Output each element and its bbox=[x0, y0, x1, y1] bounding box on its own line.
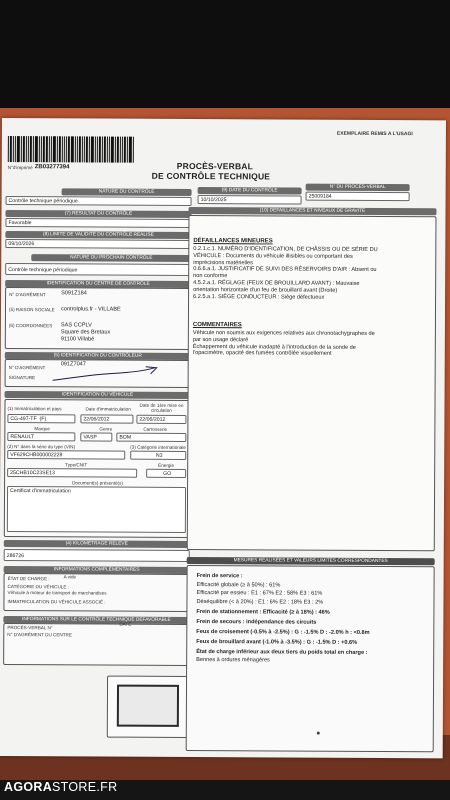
pv-number-field: 25009184 bbox=[306, 192, 410, 202]
mineures-line: VÉHICULE : Documents du véhicule illisibles ou comportant des bbox=[193, 252, 353, 260]
title-line-2: DE CONTRÔLE TECHNIQUE bbox=[151, 170, 271, 182]
punch-dot bbox=[317, 732, 320, 735]
date-circ-field: 22/06/2012 bbox=[136, 415, 186, 424]
etat-charge-essieux: État de charge inférieur aux deux tiers du poids total en charge : bbox=[196, 649, 368, 656]
barcode-bar bbox=[41, 136, 42, 162]
barcode-bar bbox=[8, 136, 9, 162]
carrosserie-label: Carrosserie bbox=[143, 426, 168, 432]
pv-label: PROCÈS-VERBAL N° bbox=[7, 625, 53, 631]
frein-service-label: Frein de service : bbox=[196, 573, 243, 580]
vehicule-header: IDENTIFICATION DU VÉHICULE bbox=[5, 391, 191, 399]
barcode-bar bbox=[122, 137, 123, 163]
pv-number-header: N° DU PROCÈS-VERBAL bbox=[306, 184, 410, 192]
limite-field: 09/10/2026 bbox=[5, 239, 191, 249]
immat-veh-assoc-label: IMMATRICULATION DU VÉHICULE ASSOCIÉ : bbox=[7, 599, 106, 605]
barcode-bar bbox=[104, 137, 106, 163]
commentaire-line: l'opacimètre, opacité des fumées contrôlée visuellement bbox=[192, 350, 332, 358]
barcode-bar bbox=[28, 136, 29, 162]
categorie-field: N3 bbox=[130, 451, 186, 460]
signature-scribble bbox=[51, 362, 161, 385]
energie-field: GO bbox=[146, 469, 186, 478]
genre-field: VASP bbox=[80, 432, 112, 441]
controleur-agrement-value: 091Z7047 bbox=[60, 361, 86, 368]
km-field: 286726 bbox=[4, 549, 190, 562]
agrement-centre-label: N° D'AGRÉMENT DU CENTRE bbox=[7, 632, 72, 638]
barcode-bar bbox=[89, 136, 90, 162]
energie-label: Énergie bbox=[158, 462, 175, 468]
info-header: INFORMATIONS COMPLÉMENTAIRES bbox=[4, 566, 190, 574]
commentaires-list bbox=[193, 330, 375, 358]
barcode-bar bbox=[102, 137, 103, 163]
docs-label: Document(s) présenté(s) bbox=[72, 480, 123, 486]
barcode-bar bbox=[51, 136, 52, 162]
date-circ-label: Date de 1ère mise en circulation bbox=[139, 402, 184, 413]
nature-prochain-field: Contrôle technique périodique bbox=[5, 263, 191, 276]
barcode-bar bbox=[120, 137, 121, 163]
vin-label: (2) N° dans la série du type (VIN) bbox=[7, 444, 76, 450]
commentaire-line: par son usage déclaré bbox=[192, 336, 249, 344]
mineures-line: imprécisions matérielles bbox=[193, 259, 253, 266]
copy-note: EXEMPLAIRE REMIS A L'USAGI bbox=[336, 130, 413, 138]
date-immat-label: Date d'immatriculation bbox=[85, 406, 131, 412]
background-dark bbox=[0, 0, 450, 120]
barcode-bar bbox=[39, 136, 40, 162]
etat-charge-label: ÉTAT DE CHARGE : bbox=[7, 576, 50, 582]
barcode-bar bbox=[15, 136, 16, 162]
docs-field: Certificat d'immatriculation bbox=[7, 486, 186, 533]
barcode-bar bbox=[46, 136, 48, 162]
barcode-bar bbox=[127, 137, 128, 163]
agrement-value: S091Z184 bbox=[61, 290, 87, 297]
barcode-bar bbox=[17, 136, 20, 162]
mineures-line: 6.2.5.a.1. SIÈGE CONDUCTEUR : Siège défectueux bbox=[193, 293, 325, 301]
barcode-bar bbox=[115, 137, 116, 163]
vin-field: VF629CHB000002228 bbox=[7, 450, 125, 460]
categorie-veh-label: CATÉGORIE DU VÉHICULE : bbox=[7, 584, 69, 590]
inspection-report-sheet bbox=[0, 118, 446, 758]
etat-charge-value: A vide bbox=[63, 574, 77, 580]
barcode-bar bbox=[107, 137, 108, 163]
barcode-bar bbox=[13, 136, 14, 162]
barcode-bar bbox=[99, 137, 101, 163]
barcode-bar bbox=[35, 136, 38, 162]
agorastore-watermark: AGORASTORE.FR bbox=[4, 780, 118, 794]
categorie-veh-value: Véhicule à moteur de transport de marchandises bbox=[7, 590, 107, 596]
barcode-bar bbox=[68, 136, 70, 162]
barcode-bar bbox=[97, 136, 98, 162]
categorie-label: (3) Catégorie internationale bbox=[130, 444, 186, 450]
genre-label: Genre bbox=[99, 426, 113, 432]
frein-stationnement: Frein de stationnement : Efficacité (≥ à 18%) : 46% bbox=[196, 609, 330, 616]
barcode-bar bbox=[53, 136, 56, 162]
nature-prochain-header: NATURE DU PROCHAIN CONTRÔLE bbox=[31, 254, 191, 262]
barcode-bar bbox=[21, 136, 22, 162]
feux-brouillard: Feux de brouillard avant (-1.0% à -3.5%) : G : -1.5% D : +0.6% bbox=[196, 639, 358, 646]
type-field: 25CHB10C23SE13 bbox=[7, 468, 137, 478]
barcode-bar bbox=[111, 137, 114, 163]
efficacite-globale: Efficacité globale (≥ à 50%) : 61% bbox=[196, 582, 281, 589]
date-label: DATE bbox=[119, 621, 132, 627]
efficacite-essieu: Efficacité par essieu : E1 : 67% E2 : 58% E3 : 61% bbox=[196, 590, 323, 597]
barcode-bar bbox=[66, 136, 67, 162]
coord-line-3: 91100 Villabé bbox=[60, 336, 95, 343]
commentaire-line: Véhicule non soumis aux exigences relatives aux chronotachygraphes de bbox=[192, 330, 375, 337]
mesures-header: MESURES RÉALISÉES ET VALEURS LIMITES CORRESPONDANTES bbox=[187, 557, 435, 565]
barcode-bar bbox=[77, 136, 78, 162]
mineures-line: 0.6.6.a.1. JUSTIFICATIF DE SUIVI DES RÉSERVOIRS D'AIR : Absent ou bbox=[193, 266, 377, 274]
barcode-bar bbox=[57, 136, 58, 162]
km-header: (4) KILOMÉTRAGE RELEVÉ bbox=[4, 540, 190, 548]
barcode-bar bbox=[64, 136, 65, 162]
date-header: (9) DATE DU CONTRÔLE bbox=[198, 187, 302, 195]
barcode-bar bbox=[124, 137, 126, 163]
centre-header: IDENTIFICATION DU CENTRE DE CONTRÔLE bbox=[5, 280, 191, 288]
controleur-agrement-label: N° D'AGRÉMENT bbox=[8, 365, 46, 371]
barcode-bar bbox=[82, 136, 83, 162]
raison-value: controlplus.fr - VILLABE bbox=[60, 306, 121, 313]
desequilibre: Déséquilibre (< à 20%) : E1 : 6% E2 : 18% E3 : 2% bbox=[196, 599, 324, 606]
barcode-bar bbox=[49, 136, 50, 162]
mineures-line: non conforme bbox=[193, 273, 228, 280]
barcode-bar bbox=[71, 136, 74, 162]
barcode-bar bbox=[26, 136, 27, 162]
barcode-bar bbox=[43, 136, 45, 162]
mineures-line: 4.5.2.a.1. RÉGLAGE (FEUX DE BROUILLARD AVANT) : Mauvaise bbox=[193, 279, 360, 287]
barcode-bar bbox=[109, 137, 110, 163]
feux-croisement: Feux de croisement (-0.5% à -2.5%) : G : -1.5% D : -2.0% h : <0.8m bbox=[196, 629, 370, 636]
barcode bbox=[8, 136, 135, 163]
carrosserie-field: BOM bbox=[116, 433, 186, 442]
serial-number: ZB03277394 bbox=[34, 164, 70, 171]
barcode-bar bbox=[62, 136, 63, 162]
title-line-1: PROCÈS-VERBAL bbox=[176, 160, 254, 172]
barcode-bar bbox=[10, 136, 12, 162]
marque-field: RENAULT bbox=[7, 432, 75, 441]
type-label: Type/CNIT bbox=[65, 462, 88, 468]
mineures-line: orientation horizontale d'un feu de brouillard avant (Droite) bbox=[193, 286, 338, 294]
mineures-line: 0.2.1.c.1. NUMÉRO D'IDENTIFICATION, DE CHÂSSIS OU DE SÉRIE DU bbox=[193, 246, 378, 253]
mineures-title: DÉFAILLANCES MINEURES bbox=[193, 238, 273, 245]
barcode-bar bbox=[91, 136, 94, 162]
immat-label: (1) Immatriculation et pays bbox=[7, 406, 62, 412]
limite-header: (8) LIMITE DE VALIDITÉ DU CONTRÔLE RÉALISÉ bbox=[5, 231, 191, 239]
resultat-field: Favorable bbox=[5, 218, 191, 228]
barcode-bar bbox=[33, 136, 34, 162]
barcode-bar bbox=[23, 136, 25, 162]
immat-field: CG-497-TF (F) bbox=[7, 414, 75, 423]
serial-label: N°d'imprimé bbox=[7, 165, 33, 171]
commentaires-title: COMMENTAIRES bbox=[192, 322, 242, 329]
nature-header: NATURE DU CONTRÔLE bbox=[62, 188, 192, 196]
barcode-bar bbox=[79, 136, 81, 162]
controleur-header: (5) IDENTIFICATION DU CONTRÔLEUR bbox=[5, 352, 191, 360]
infos-fav-header: INFORMATIONS SUR LE CONTRÔLE TECHNIQUE DÉFAVORABLE bbox=[3, 616, 189, 624]
coord-line-2: Square des Bretaux bbox=[60, 329, 111, 336]
barcode-bar bbox=[133, 137, 134, 163]
date-field: 10/10/2025 bbox=[198, 195, 302, 205]
barcode-bar bbox=[117, 137, 119, 163]
marque-label: Marque bbox=[34, 426, 50, 432]
defaillances-header: (10) DÉFAILLANCES ET NIVEAUX DE GRAVITÉ bbox=[189, 207, 437, 215]
nature-field: Contrôle technique périodique bbox=[6, 196, 192, 206]
coord-label: (6) COORDONNÉES bbox=[8, 323, 53, 329]
raison-label: (5) RAISON SOCIALE bbox=[8, 307, 55, 313]
barcode-bar bbox=[86, 136, 88, 162]
date-immat-field: 22/06/2012 bbox=[80, 414, 133, 423]
barcode-bar bbox=[59, 136, 61, 162]
commentaire-line: Échappement du véhicule inadapté à l'introduction de la sonde de bbox=[192, 343, 356, 351]
etat-charge-essieux-value: Bennes à ordures ménagères bbox=[196, 657, 270, 664]
signature-label: SIGNATURE bbox=[8, 375, 36, 381]
barcode-bar bbox=[30, 136, 32, 162]
barcode-bar bbox=[84, 136, 85, 162]
agrement-label: N° D'AGRÉMENT bbox=[9, 292, 46, 298]
frein-secours: Frein de secours : indépendance des circuits bbox=[196, 619, 317, 626]
security-hologram bbox=[117, 685, 179, 727]
barcode-bar bbox=[75, 136, 76, 162]
coord-line-1: SAS CCPLV bbox=[60, 322, 92, 329]
resultat-header: (7) RÉSULTAT DU CONTRÔLE bbox=[5, 210, 191, 218]
mineures-list bbox=[193, 246, 378, 301]
barcode-bar bbox=[95, 136, 96, 162]
barcode-bar bbox=[129, 137, 132, 163]
